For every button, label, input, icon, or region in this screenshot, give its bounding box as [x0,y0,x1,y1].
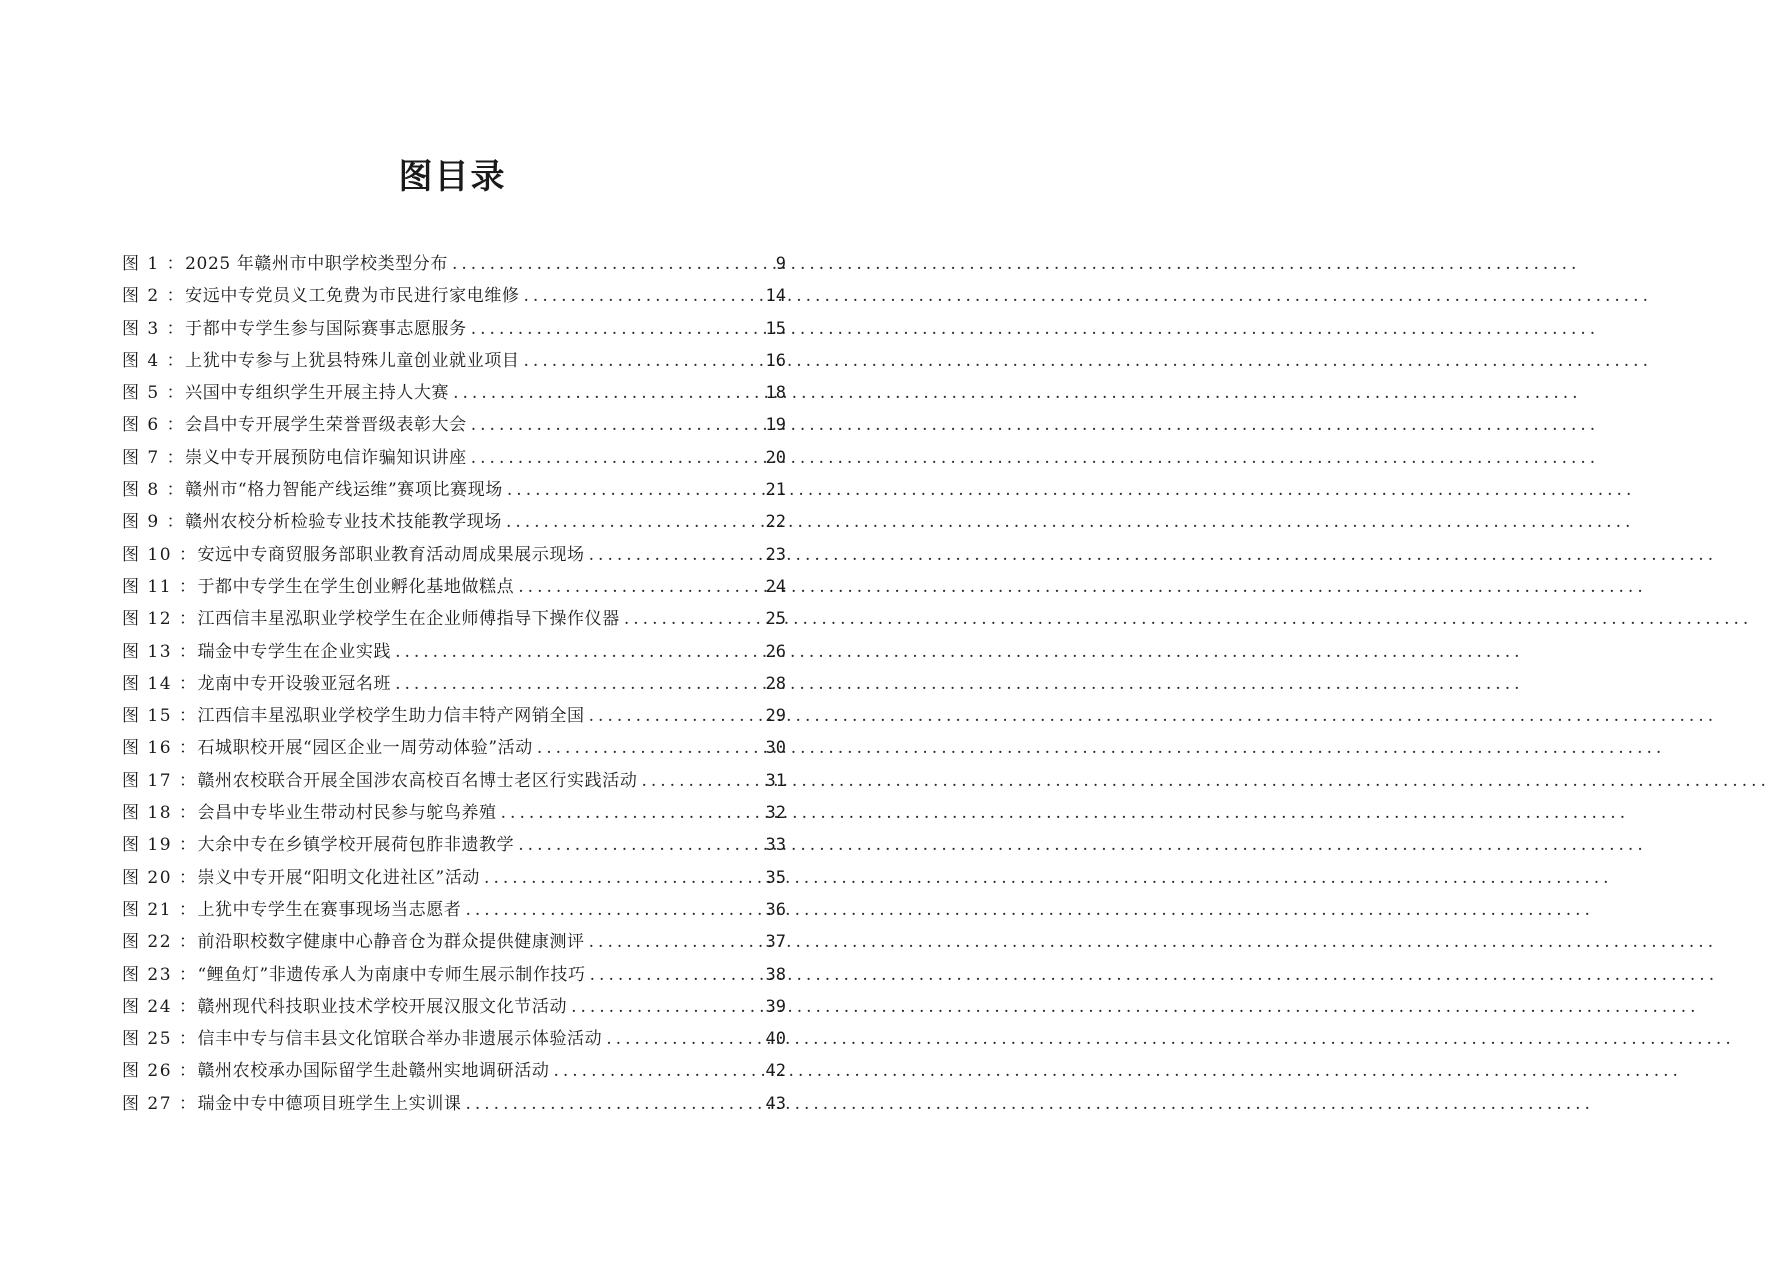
page-number: 14 [765,286,786,307]
toc-entry[interactable] [122,1088,786,1120]
figure-number: 图 12 ： [122,609,198,630]
figure-caption: 安远中专商贸服务部职业教育活动周成果展示现场 [197,544,585,565]
figure-number: 图 23 ： [122,964,198,985]
figure-caption: 江西信丰星泓职业学校学生助力信丰特产网销全国 [197,706,585,727]
figure-caption: 前沿职校数字健康中心静音仓为群众提供健康测评 [197,932,585,953]
toc-entry[interactable] [122,539,786,571]
dot-leader [641,765,758,797]
page-number: 16 [765,350,786,371]
figure-number: 图 22 ： [122,932,198,953]
page-title: 图目录 [398,157,507,197]
page-number: 22 [765,512,786,533]
toc-entry[interactable] [122,732,786,764]
dot-leader [453,377,758,409]
dot-leader [465,1088,758,1120]
figure-number: 图 4 ： [122,350,186,371]
dot-leader [484,862,758,894]
toc-entry[interactable] [122,280,786,312]
dot-leader [518,571,758,603]
toc-entry[interactable] [122,991,786,1023]
dot-leader [524,280,758,312]
toc-entry[interactable] [122,636,786,668]
figure-caption: 赣州市“格力智能产线运维”赛项比赛现场 [185,480,503,501]
page-number: 20 [765,447,786,468]
page-number: 29 [765,706,786,727]
dot-leader [571,991,758,1023]
figure-caption: 龙南中专开设骏亚冠名班 [197,673,392,694]
dot-leader [590,959,758,991]
figure-number: 图 16 ： [122,738,198,759]
dot-leader [624,603,758,635]
page-number: 23 [765,544,786,565]
page-number: 18 [765,383,786,404]
dot-leader [537,732,758,764]
figure-number: 图 19 ： [122,835,198,856]
toc-entry[interactable] [122,313,786,345]
dot-leader [518,829,758,861]
dot-leader [507,474,758,506]
page-number: 30 [765,738,786,759]
page-number: 32 [765,803,786,824]
toc-entry[interactable] [122,797,786,829]
figure-caption: 赣州农校联合开展全国涉农高校百名博士老区行实践活动 [197,770,638,791]
figure-caption: 安远中专党员义工免费为市民进行家电维修 [185,286,520,307]
page-number: 26 [765,641,786,662]
figure-list [122,248,786,1120]
figure-number: 图 13 ： [122,641,198,662]
dot-leader [589,700,758,732]
toc-entry[interactable] [122,603,786,635]
dot-leader [471,313,758,345]
figure-number: 图 18 ： [122,803,198,824]
dot-leader [452,248,758,280]
toc-entry[interactable] [122,1023,786,1055]
figure-caption: 石城职校开展“园区企业一周劳动体验”活动 [197,738,533,759]
figure-number: 图 9 ： [122,512,186,533]
figure-number: 图 20 ： [122,867,198,888]
figure-caption: 瑞金中专中德项目班学生上实训课 [197,1093,462,1114]
dot-leader [506,506,758,538]
figure-number: 图 3 ： [122,318,186,339]
toc-entry[interactable] [122,377,786,409]
figure-caption: 会昌中专毕业生带动村民参与鸵鸟养殖 [197,803,497,824]
page-number: 25 [765,609,786,630]
page-number: 37 [765,932,786,953]
toc-entry[interactable] [122,345,786,377]
dot-leader [471,442,758,474]
figure-number: 图 14 ： [122,673,198,694]
figure-number: 图 7 ： [122,447,186,468]
page-number: 9 [775,254,786,274]
page-number: 42 [765,1061,786,1082]
figure-caption: 赣州现代科技职业技术学校开展汉服文化节活动 [197,996,568,1017]
page-number: 28 [765,673,786,694]
figure-caption: 上犹中专学生在赛事现场当志愿者 [197,899,462,920]
page-number: 43 [765,1093,786,1114]
figure-number: 图 27 ： [122,1093,198,1114]
dot-leader [395,636,758,668]
figure-number: 图 5 ： [122,383,186,404]
figure-number: 图 1 ： [122,254,186,274]
figure-caption: 瑞金中专学生在企业实践 [197,641,392,662]
figure-caption: 于都中专学生在学生创业孵化基地做糕点 [197,576,515,597]
page-number: 31 [765,770,786,791]
dot-leader [589,539,758,571]
figure-number: 图 8 ： [122,480,186,501]
toc-entry[interactable] [122,248,786,280]
toc-entry[interactable] [122,668,786,700]
page-number: 24 [765,576,786,597]
figure-number: 图 6 ： [122,415,186,436]
toc-entry[interactable] [122,571,786,603]
dot-leader [606,1023,758,1055]
page-number: 35 [765,867,786,888]
dot-leader [589,926,758,958]
dot-leader [524,345,758,377]
toc-entry[interactable] [122,1055,786,1087]
figure-number: 图 2 ： [122,286,186,307]
figure-caption: 江西信丰星泓职业学校学生在企业师傅指导下操作仪器 [197,609,620,630]
figure-number: 图 17 ： [122,770,198,791]
figure-caption: 会昌中专开展学生荣誉晋级表彰大会 [185,415,467,436]
toc-entry[interactable] [122,700,786,732]
figure-caption: 赣州农校承办国际留学生赴赣州实地调研活动 [197,1061,550,1082]
figure-caption: 2025 年赣州市中职学校类型分布 [185,254,448,274]
toc-entry[interactable] [122,506,786,538]
dot-leader [465,894,758,926]
page-number: 40 [765,1029,786,1050]
page-number: 15 [765,318,786,339]
figure-caption: “鲤鱼灯”非遗传承人为南康中专师生展示制作技巧 [197,964,586,985]
figure-caption: 兴国中专组织学生开展主持人大赛 [185,383,450,404]
toc-entry[interactable] [122,442,786,474]
figure-number: 图 15 ： [122,706,198,727]
figure-caption: 于都中专学生参与国际赛事志愿服务 [185,318,467,339]
figure-number: 图 26 ： [122,1061,198,1082]
toc-entry[interactable] [122,829,786,861]
figure-number: 图 25 ： [122,1029,198,1050]
page-number: 36 [765,899,786,920]
figure-number: 图 10 ： [122,544,198,565]
page-number: 38 [765,964,786,985]
toc-entry[interactable] [122,862,786,894]
figure-caption: 崇义中专开展预防电信诈骗知识讲座 [185,447,467,468]
figure-number: 图 11 ： [122,576,198,597]
page-number: 21 [765,480,786,501]
figure-caption: 大余中专在乡镇学校开展荷包胙非遗教学 [197,835,515,856]
toc-entry[interactable] [122,765,786,797]
toc-entry[interactable] [122,959,786,991]
toc-entry[interactable] [122,474,786,506]
figure-number: 图 21 ： [122,899,198,920]
figure-caption: 赣州农校分析检验专业技术技能教学现场 [185,512,502,533]
page-number: 39 [765,996,786,1017]
dot-leader [553,1055,758,1087]
figure-caption: 信丰中专与信丰县文化馆联合举办非遗展示体验活动 [197,1029,603,1050]
dot-leader [471,409,758,441]
page-number: 33 [765,835,786,856]
dot-leader [501,797,758,829]
toc-entry[interactable] [122,926,786,958]
toc-entry[interactable] [122,894,786,926]
figure-number: 图 24 ： [122,996,198,1017]
toc-entry[interactable] [122,409,786,441]
figure-caption: 上犹中专参与上犹县特殊儿童创业就业项目 [185,350,520,371]
figure-caption: 崇义中专开展“阳明文化进社区”活动 [197,867,481,888]
page-number: 19 [765,415,786,436]
dot-leader [395,668,758,700]
